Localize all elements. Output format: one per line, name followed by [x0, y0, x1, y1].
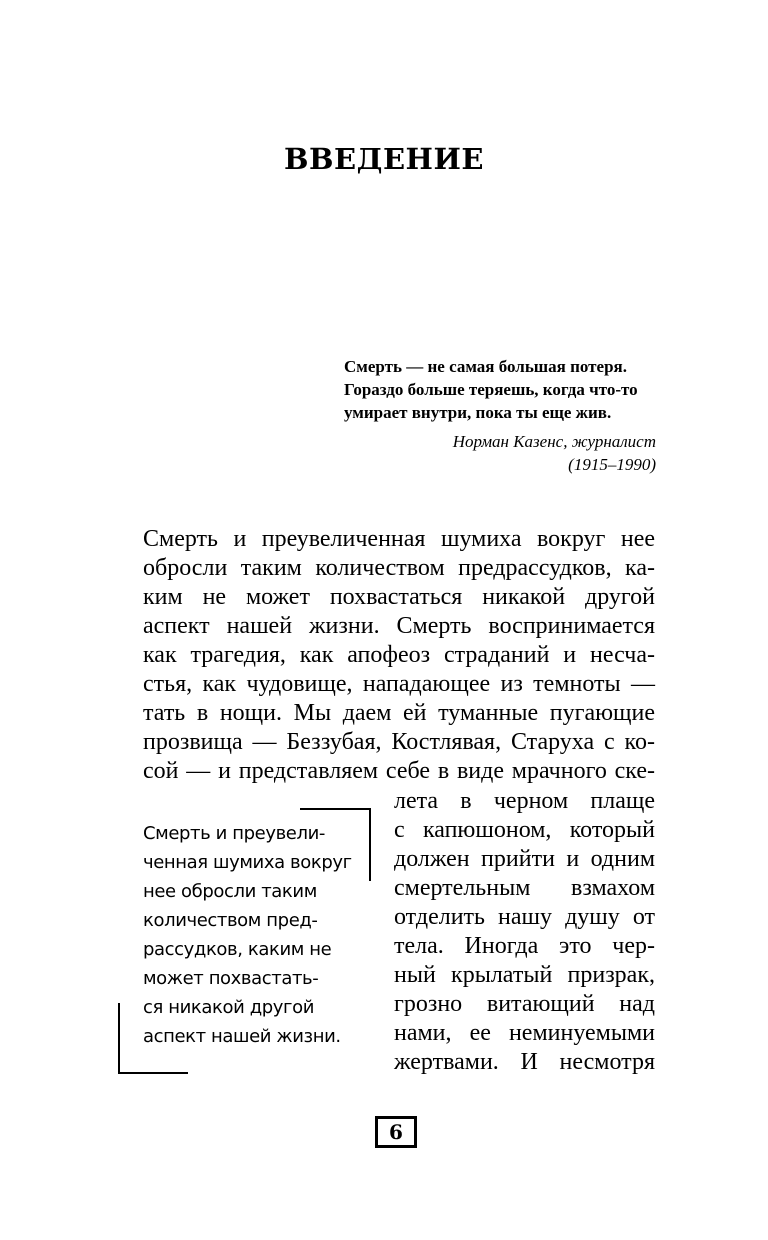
pull-quote-line: может похвастать- — [143, 968, 319, 989]
column-text-line: грозно витающий над — [394, 991, 655, 1017]
body-text-line: Смерть и преувеличенная шумиха вокруг нее — [143, 526, 655, 552]
pull-quote-line: рассудков, каким не — [143, 939, 332, 960]
pull-quote-right-rule — [369, 808, 371, 881]
body-text-line: стья, как чудовище, нападающее из темноты — — [143, 671, 655, 697]
body-text-line: как трагедия, как апофеоз страданий и несча- — [143, 642, 655, 668]
body-text-line: прозвища — Беззубая, Костлявая, Старуха с ко- — [143, 729, 655, 755]
pull-quote-line: количеством пред- — [143, 910, 318, 931]
pull-quote-line: аспект нашей жизни. — [143, 1026, 341, 1047]
epigraph-quote-line: Смерть — не самая большая потеря. — [344, 357, 627, 376]
body-text-line: ким не может похвастаться никакой другой — [143, 584, 655, 610]
column-text-line: жертвами. И несмотря — [394, 1049, 655, 1075]
column-text-line: тела. Иногда это чер- — [394, 933, 655, 959]
epigraph-quote-line: Гораздо больше теряешь, когда что-то — [344, 380, 638, 399]
pull-quote-top-rule — [300, 808, 371, 810]
pull-quote-line: Смерть и преувели- — [143, 823, 325, 844]
epigraph-author: Норман Казенс, журналист — [452, 432, 656, 451]
body-text-line: аспект нашей жизни. Смерть воспринимается — [143, 613, 655, 639]
column-text-line: ный крылатый призрак, — [394, 962, 655, 988]
pull-quote-left-rule — [118, 1003, 120, 1074]
epigraph-quote-line: умирает внутри, пока ты еще жив. — [344, 403, 612, 422]
column-text-line: смертельным взмахом — [394, 875, 655, 901]
column-text-line: с капюшоном, который — [394, 817, 655, 843]
column-text-line: должен прийти и одним — [394, 846, 655, 872]
page-number: 6 — [375, 1116, 417, 1148]
body-text-line: обросли таким количеством предрассудков, ка- — [143, 555, 655, 581]
epigraph — [344, 355, 656, 476]
column-text-line: отделить нашу душу от — [394, 904, 655, 930]
pull-quote-bottom-rule — [118, 1072, 188, 1074]
column-text-line: лета в черном плаще — [394, 788, 655, 814]
column-text-line: нами, ее неминуемыми — [394, 1020, 655, 1046]
pull-quote-line: ся никакой другой — [143, 997, 315, 1018]
body-text-line: тать в нощи. Мы даем ей туманные пугающие — [143, 700, 655, 726]
chapter-title: ВВЕДЕНИЕ — [284, 142, 484, 176]
pull-quote-line: ченная шумиха вокруг — [143, 852, 352, 873]
epigraph-years: (1915–1990) — [568, 455, 656, 474]
pull-quote-line: нее обросли таким — [143, 881, 317, 902]
body-text-line: сой — и представляем себе в виде мрачного ске- — [143, 758, 655, 784]
